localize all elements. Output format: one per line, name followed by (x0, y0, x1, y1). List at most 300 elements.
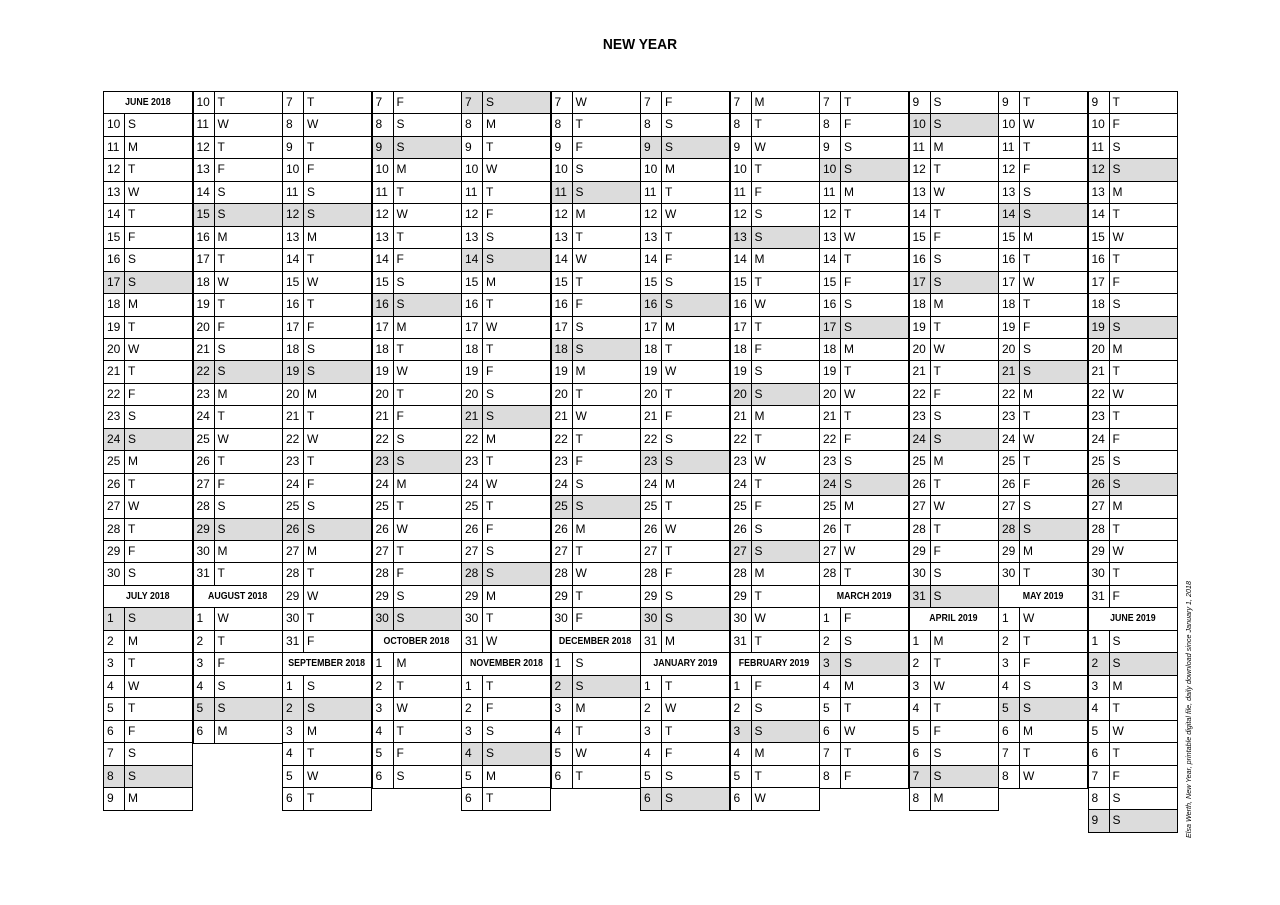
day-of-week: M (754, 566, 765, 581)
day-number: 8 (999, 766, 1020, 788)
day-cell (730, 91, 820, 115)
day-number: 1 (999, 608, 1020, 630)
day-number: 7 (820, 92, 841, 114)
day-of-week: T (486, 790, 494, 805)
day-number: 14 (999, 204, 1020, 226)
day-number: 6 (283, 788, 304, 810)
day-of-week: M (844, 678, 854, 693)
month-header (282, 652, 372, 676)
day-number: 9 (283, 137, 304, 159)
day-cell (998, 742, 1088, 766)
day-number: 5 (731, 766, 752, 788)
day-of-week: W (754, 139, 766, 154)
day-cell (640, 271, 730, 295)
day-cell (819, 181, 909, 205)
day-cell (1088, 113, 1178, 137)
day-number: 24 (373, 474, 394, 496)
day-number: 27 (194, 474, 215, 496)
day-cell (372, 158, 462, 182)
day-number: 27 (999, 496, 1020, 518)
day-number: 24 (104, 429, 125, 451)
day-number: 21 (999, 361, 1020, 383)
day-number: 19 (820, 361, 841, 383)
day-number: 2 (104, 631, 125, 653)
day-number: 23 (999, 406, 1020, 428)
day-number: 25 (641, 496, 662, 518)
day-cell (372, 136, 462, 160)
day-number: 21 (641, 406, 662, 428)
day-cell (730, 787, 820, 811)
day-cell (103, 338, 193, 362)
day-of-week: F (128, 229, 136, 244)
day-of-week: S (486, 723, 495, 738)
day-cell (819, 495, 909, 519)
day-cell (998, 203, 1088, 227)
day-of-week: T (933, 656, 941, 671)
day-cell (730, 607, 820, 631)
day-of-week: T (396, 229, 404, 244)
day-cell (998, 181, 1088, 205)
day-number: 16 (999, 249, 1020, 271)
day-cell (909, 585, 999, 609)
day-cell (372, 248, 462, 272)
day-number: 18 (462, 339, 483, 361)
day-cell (640, 136, 730, 160)
day-of-week: F (575, 611, 583, 626)
day-cell (730, 675, 820, 699)
day-cell (461, 113, 551, 137)
day-cell (282, 742, 372, 766)
day-cell (998, 518, 1088, 542)
day-number: 28 (552, 563, 573, 585)
day-number: 4 (373, 721, 394, 743)
day-number: 24 (194, 406, 215, 428)
day-number: 22 (462, 429, 483, 451)
day-cell (372, 495, 462, 519)
day-of-week: T (754, 588, 762, 603)
day-cell (1088, 562, 1178, 586)
day-number: 17 (194, 249, 215, 271)
day-cell (103, 271, 193, 295)
day-cell (819, 450, 909, 474)
day-of-week: S (128, 274, 137, 289)
day-number: 15 (283, 272, 304, 294)
day-cell (730, 338, 820, 362)
day-cell (551, 473, 641, 497)
day-of-week: S (844, 656, 853, 671)
day-number: 25 (373, 496, 394, 518)
day-of-week: T (665, 678, 673, 693)
day-cell (282, 203, 372, 227)
day-number: 6 (641, 788, 662, 810)
day-cell (282, 540, 372, 564)
day-number: 13 (1089, 182, 1110, 204)
day-of-week: T (1112, 207, 1120, 222)
day-of-week: W (575, 746, 587, 761)
month-header (461, 652, 551, 676)
day-of-week: T (396, 499, 404, 514)
day-of-week: S (575, 656, 584, 671)
day-cell (1088, 495, 1178, 519)
day-number: 23 (731, 451, 752, 473)
day-of-week: M (754, 746, 765, 761)
day-of-week: M (933, 790, 944, 805)
day-cell (819, 720, 909, 744)
page-title: NEW YEAR (602, 36, 678, 53)
day-of-week: F (486, 364, 494, 379)
day-number: 20 (373, 384, 394, 406)
day-of-week: W (1023, 431, 1035, 446)
day-number: 4 (1089, 698, 1110, 720)
day-number: 28 (1089, 519, 1110, 541)
day-of-week: M (217, 229, 228, 244)
day-number: 26 (104, 474, 125, 496)
day-number: 8 (641, 114, 662, 136)
day-number: 27 (552, 541, 573, 563)
day-of-week: T (665, 499, 673, 514)
day-number: 11 (910, 137, 931, 159)
day-cell (372, 91, 462, 115)
day-of-week: T (396, 184, 404, 199)
day-number: 27 (1089, 496, 1110, 518)
day-of-week: W (307, 768, 319, 783)
day-number: 11 (552, 182, 573, 204)
day-cell (193, 338, 283, 362)
day-cell (461, 607, 551, 631)
day-number: 19 (641, 361, 662, 383)
day-of-week: S (1112, 297, 1121, 312)
day-cell (909, 675, 999, 699)
day-number: 23 (641, 451, 662, 473)
day-of-week: M (1023, 229, 1033, 244)
day-cell (730, 226, 820, 250)
day-of-week: S (933, 409, 942, 424)
day-cell (193, 405, 283, 429)
day-number: 26 (731, 519, 752, 541)
day-number: 5 (373, 743, 394, 765)
day-cell (640, 787, 730, 811)
day-cell (819, 338, 909, 362)
day-of-week: S (844, 162, 853, 177)
day-cell (551, 226, 641, 250)
day-number: 31 (731, 631, 752, 653)
day-cell (372, 473, 462, 497)
day-of-week: F (486, 521, 494, 536)
day-cell (998, 248, 1088, 272)
day-of-week: W (486, 162, 498, 177)
day-cell (551, 765, 641, 789)
day-number: 26 (194, 451, 215, 473)
day-number: 13 (910, 182, 931, 204)
day-of-week: S (933, 746, 942, 761)
day-cell (1088, 91, 1178, 115)
month-header-label: SEPTEMBER 2018 (288, 658, 366, 670)
day-cell (819, 383, 909, 407)
day-number: 31 (283, 631, 304, 653)
day-number: 29 (641, 586, 662, 608)
day-cell (551, 540, 641, 564)
day-number: 17 (373, 317, 394, 339)
day-of-week: F (665, 566, 673, 581)
day-number: 17 (462, 317, 483, 339)
day-cell (730, 248, 820, 272)
day-number: 3 (820, 653, 841, 675)
day-of-week: W (307, 588, 319, 603)
day-cell (103, 562, 193, 586)
day-cell (730, 113, 820, 137)
day-of-week: S (1112, 139, 1121, 154)
day-number: 24 (1089, 429, 1110, 451)
day-number: 24 (641, 474, 662, 496)
day-of-week: F (844, 768, 852, 783)
day-of-week: T (754, 319, 762, 334)
day-cell (372, 226, 462, 250)
day-of-week: T (217, 297, 225, 312)
day-of-week: M (1112, 341, 1123, 356)
month-header-label: FEBRUARY 2019 (739, 658, 810, 670)
day-number: 1 (731, 676, 752, 698)
day-of-week: S (128, 431, 137, 446)
day-number: 25 (910, 451, 931, 473)
day-cell (819, 226, 909, 250)
day-of-week: S (754, 701, 763, 716)
day-of-week: M (486, 768, 496, 783)
day-cell (103, 675, 193, 699)
day-number: 29 (999, 541, 1020, 563)
day-of-week: M (217, 386, 228, 401)
day-of-week: F (396, 746, 404, 761)
day-number: 11 (820, 182, 841, 204)
day-of-week: S (933, 431, 942, 446)
day-cell (730, 271, 820, 295)
day-number: 2 (552, 676, 573, 698)
day-of-week: S (1023, 521, 1032, 536)
day-of-week: M (665, 162, 675, 177)
day-number: 7 (999, 743, 1020, 765)
day-number: 25 (104, 451, 125, 473)
day-of-week: M (128, 790, 138, 805)
day-number: 7 (641, 92, 662, 114)
day-number: 9 (1089, 810, 1110, 832)
day-cell (1088, 383, 1178, 407)
day-cell (282, 405, 372, 429)
day-cell (461, 226, 551, 250)
day-of-week: S (217, 521, 226, 536)
day-number: 12 (731, 204, 752, 226)
day-cell (998, 271, 1088, 295)
day-of-week: F (1023, 162, 1031, 177)
day-of-week: F (128, 544, 136, 558)
day-of-week: M (844, 184, 854, 199)
day-of-week: W (1112, 723, 1124, 738)
day-of-week: S (307, 184, 316, 199)
day-cell (998, 113, 1088, 137)
day-of-week: F (754, 499, 762, 514)
day-cell (998, 450, 1088, 474)
day-of-week: S (754, 544, 763, 558)
day-cell (282, 630, 372, 654)
day-of-week: T (575, 723, 583, 738)
day-number: 9 (910, 92, 931, 114)
day-of-week: M (1112, 499, 1123, 514)
day-cell (1088, 136, 1178, 160)
day-cell (103, 383, 193, 407)
day-cell (640, 293, 730, 317)
day-cell (372, 562, 462, 586)
day-of-week: T (307, 252, 315, 267)
day-of-week: T (665, 341, 673, 356)
day-of-week: T (844, 252, 852, 267)
day-of-week: M (933, 297, 944, 312)
day-of-week: S (1112, 454, 1121, 469)
day-of-week: S (754, 364, 763, 379)
day-number: 22 (1089, 384, 1110, 406)
day-of-week: M (754, 95, 765, 109)
day-cell (819, 675, 909, 699)
day-of-week: F (307, 476, 315, 491)
day-of-week: M (486, 588, 496, 603)
day-of-week: W (1112, 386, 1124, 401)
day-number: 28 (731, 563, 752, 585)
day-number: 30 (731, 608, 752, 630)
day-of-week: W (307, 274, 319, 289)
day-number: 21 (462, 406, 483, 428)
day-cell (909, 203, 999, 227)
day-number: 10 (999, 114, 1020, 136)
day-of-week: T (754, 117, 762, 132)
day-cell (103, 540, 193, 564)
day-number: 28 (820, 563, 841, 585)
day-number: 16 (1089, 249, 1110, 271)
day-of-week: S (754, 386, 763, 401)
day-of-week: T (844, 409, 852, 424)
day-cell (103, 720, 193, 744)
day-of-week: T (665, 229, 673, 244)
day-cell (640, 607, 730, 631)
day-number: 10 (104, 114, 125, 136)
day-of-week: T (486, 611, 494, 626)
day-cell (819, 562, 909, 586)
day-of-week: S (128, 409, 137, 424)
day-cell (730, 405, 820, 429)
day-of-week: S (754, 229, 763, 244)
day-cell (372, 720, 462, 744)
month-header-label: MAY 2019 (1022, 590, 1064, 602)
day-number: 7 (283, 92, 304, 114)
day-number: 12 (999, 159, 1020, 181)
day-number: 29 (104, 541, 125, 563)
day-of-week: F (396, 252, 404, 267)
day-of-week: W (307, 117, 319, 132)
day-cell (103, 518, 193, 542)
day-cell (372, 181, 462, 205)
day-of-week: F (307, 633, 315, 648)
day-cell (998, 405, 1088, 429)
day-of-week: W (396, 521, 408, 536)
day-number: 10 (373, 159, 394, 181)
day-cell (640, 540, 730, 564)
day-number: 10 (820, 159, 841, 181)
day-cell (193, 428, 283, 452)
day-number: 7 (373, 92, 394, 114)
day-cell (1088, 293, 1178, 317)
day-cell (461, 495, 551, 519)
day-of-week: S (575, 341, 584, 356)
day-number: 21 (1089, 361, 1110, 383)
day-cell (730, 540, 820, 564)
day-cell (551, 405, 641, 429)
day-of-week: M (217, 544, 228, 558)
day-number: 30 (641, 608, 662, 630)
day-cell (461, 697, 551, 721)
day-number: 23 (552, 451, 573, 473)
day-of-week: W (665, 521, 677, 536)
day-of-week: S (1023, 207, 1032, 222)
day-number: 24 (283, 474, 304, 496)
day-of-week: W (1112, 229, 1124, 244)
day-cell (193, 630, 283, 654)
day-cell (193, 495, 283, 519)
day-cell (282, 428, 372, 452)
day-cell (819, 697, 909, 721)
day-of-week: S (217, 678, 226, 693)
day-cell (461, 720, 551, 744)
day-number: 30 (552, 608, 573, 630)
day-cell (461, 293, 551, 317)
day-cell (909, 450, 999, 474)
day-cell (282, 360, 372, 384)
day-cell (551, 158, 641, 182)
day-cell (640, 316, 730, 340)
day-of-week: W (754, 790, 766, 805)
day-number: 12 (820, 204, 841, 226)
day-of-week: T (933, 701, 941, 716)
day-cell (640, 91, 730, 115)
day-cell (1088, 518, 1178, 542)
day-cell (1088, 720, 1178, 744)
day-number: 14 (552, 249, 573, 271)
day-of-week: W (575, 252, 587, 267)
day-cell (909, 293, 999, 317)
day-cell (1088, 226, 1178, 250)
day-of-week: T (396, 341, 404, 356)
day-cell (730, 562, 820, 586)
day-number: 24 (552, 474, 573, 496)
day-number: 31 (462, 631, 483, 653)
day-of-week: W (217, 274, 229, 289)
day-number: 3 (283, 721, 304, 743)
day-number: 12 (283, 204, 304, 226)
day-number: 3 (910, 676, 931, 698)
day-cell (372, 675, 462, 699)
day-cell (551, 742, 641, 766)
day-of-week: S (1112, 476, 1121, 491)
day-cell (372, 607, 462, 631)
day-number: 31 (1089, 586, 1110, 608)
day-number: 27 (731, 541, 752, 563)
day-number: 5 (104, 698, 125, 720)
day-cell (461, 630, 551, 654)
day-of-week: S (307, 499, 316, 514)
day-of-week: W (665, 207, 677, 222)
day-number: 17 (910, 272, 931, 294)
day-cell (193, 226, 283, 250)
day-of-week: T (1112, 409, 1120, 424)
day-cell (193, 91, 283, 115)
day-cell (730, 720, 820, 744)
day-of-week: F (933, 544, 941, 558)
day-of-week: M (486, 431, 496, 446)
